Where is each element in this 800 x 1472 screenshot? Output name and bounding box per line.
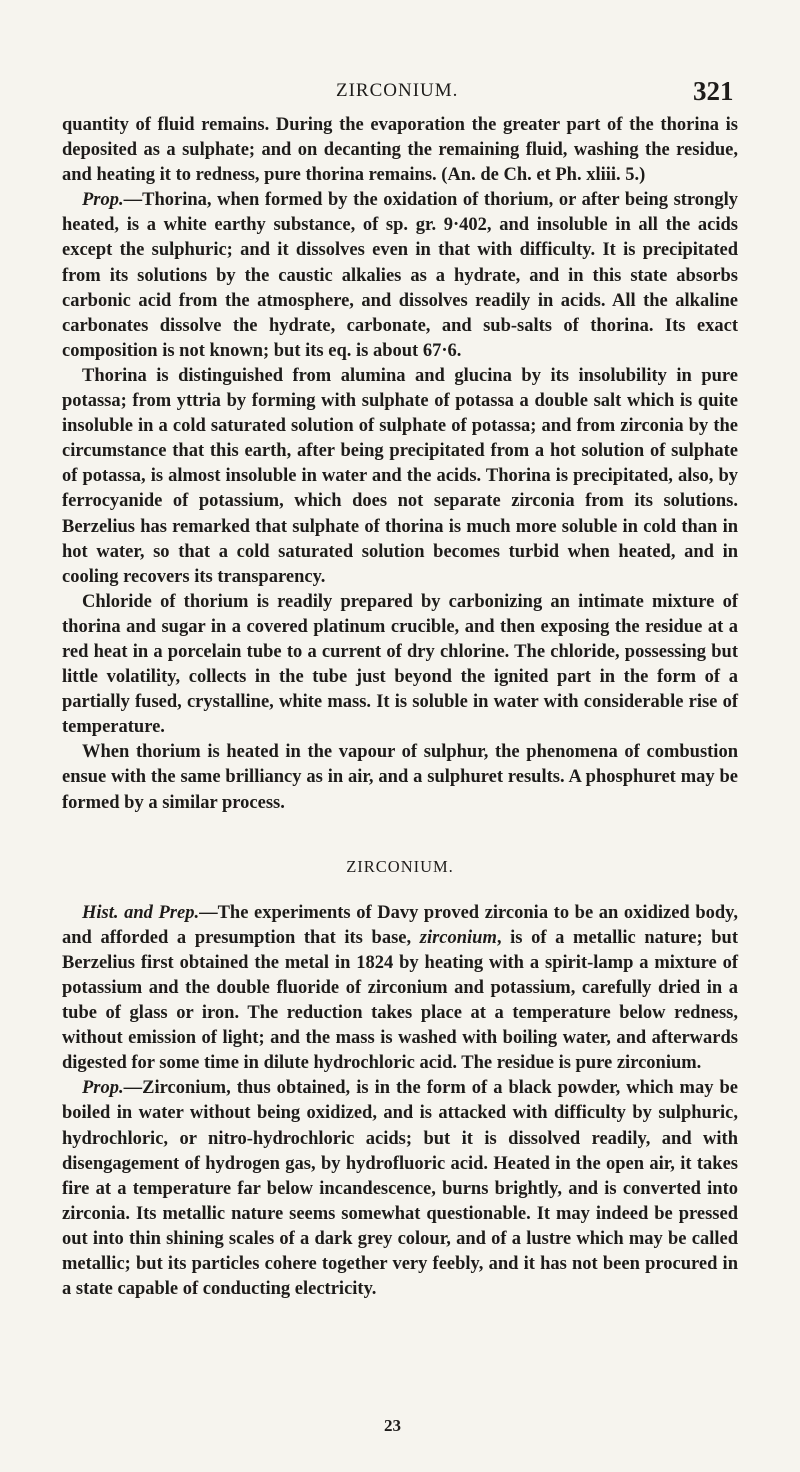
thorina-paragraph-4: Chloride of thorium is readily prepared by carbonizing an intimate mixture of thorina and sugar in a covered platinum crucible, and then exposing the residue at a red heat in a porcelain tube to a current of dry chlorine. The chloride, possessing but little volatility, collects in the tube just beyond the ignited part in the form of a partially fused, crystalline, white mass. It is soluble in water with considerable rise of temperature. [62,591,738,738]
signature-mark: 23 [384,1416,401,1435]
zirconium-history-text-b: , is of a metallic nature; but Berzelius first obtained the metal in 1824 by heating with a spirit-lamp a mixture of potassium and the double fluoride of zirconium and potassium, carefully dried in a tube of glass or iron. The reduction takes place at a temperature below redness, without emission of light; and the mass is washed with boiling water, and afterwards digested for some time in dilute hydrochloric acid. The residue is pure zirconium. [62,927,738,1074]
zirconium-history-paragraph [62,901,738,1077]
zirconium-properties-paragraph [62,1076,738,1302]
page-body [62,113,738,1302]
thorina-paragraph-5: When thorium is heated in the vapour of sulphur, the phenomena of combustion ensue with the same brilliancy as in air, and a sulphuret results. A phosphuret may be formed by a similar process. [62,742,738,813]
zirconium-history-text-a: —The experiments of Davy proved zirconia to be an oxidized body, and afforded a presumption that its base, [62,902,738,948]
thorina-paragraph-1: quantity of fluid remains. During the evaporation the greater part of the thorina is deposited as a sulphate; and on decanting the remaining fluid, washing the residue, and heating it to redness, pure thorina remains. (An. de Ch. et Ph. xliii. 5.) [62,115,738,186]
zirconium-properties-text: —Zirconium, thus obtained, is in the form of a black powder, which may be boiled in water without being oxidized, and is attacked with difficulty by sulphuric, hydrochloric, or nitro-hydrochloric acids; but it is dissolved readily, and with disengagement of hydrogen gas, by hydrofluoric acid. Heated in the open air, it takes fire at a temperature far below incandescence, burns brightly, and is converted into zirconia. Its metallic nature seems somewhat questionable. It may indeed be pressed out into thin shining scales of a dark grey colour, and of a lustre which may be called metallic; but its particles cohere together very feebly, and it has not been procured in a state capable of conducting electricity. [62,1078,738,1300]
thorina-paragraph-3: Thorina is distinguished from alumina and glucina by its insolubility in pure potassa; from yttria by forming with sulphate of potassa a double salt which is quite insoluble in a cold saturated solution of sulphate of potassa; and from zirconia by the circumstance that this earth, after being precipitated from a hot solution of sulphate of potassa, is almost insoluble in water and the acids. Thorina is precipitated, also, by ferrocyanide of potassium, which does not separate zirconia from its solutions. Berzelius has remarked that sulphate of thorina is much more soluble in cold than in hot water, so that a cold saturated solution becomes turbid when heated, and in cooling recovers its transparency. [62,365,738,587]
running-head: ZIRCONIUM. [336,80,459,101]
prop-label: Prop. [82,190,124,211]
prop-label: Prop. [82,1078,124,1099]
thorina-properties-text: —Thorina, when formed by the oxidation of thorium, or after being strongly heated, is a white earthy substance, of sp. gr. 9·402, and insoluble in all the acids except the sulphuric; and it dissolves even in that with difficulty. It is precipitated from its solutions by the caustic alkalies as a hydrate, and in this state absorbs carbonic acid from the atmosphere, and dissolves readily in acids. All the alkaline carbonates dissolve the hydrate, carbonate, and sub-salts of thorina. Its exact composition is not known; but its eq. is about 67·6. [62,190,738,361]
zirconium-emphasis: zirconium [419,927,497,948]
section-heading-zirconium: ZIRCONIUM. [346,856,454,876]
thorina-properties-paragraph [62,188,738,364]
hist-prep-label: Hist. and Prep. [82,902,200,923]
page-number: 321 [693,76,734,106]
